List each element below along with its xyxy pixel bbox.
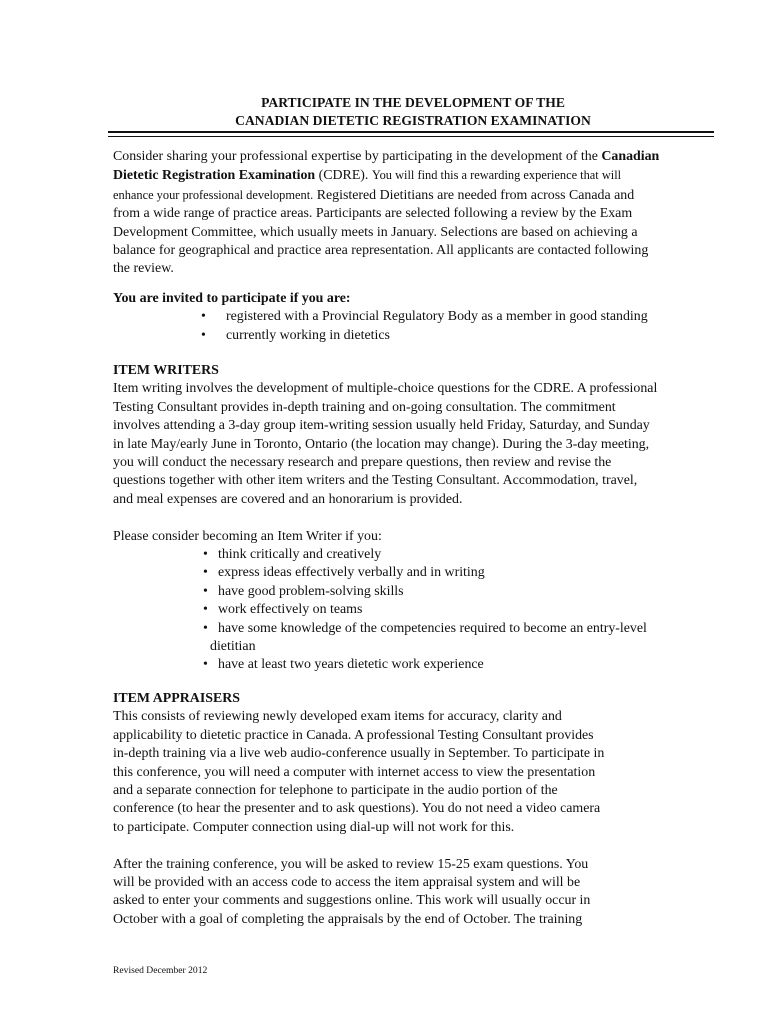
item-writers-bullet [113,656,713,674]
bullet-text: registered with a Provincial Regulatory Body as a member in good standing [226,309,648,325]
bullet-icon: • [201,309,206,325]
intro-bold: Dietetic Registration Examination [113,168,316,184]
item-appraisers-line: conference (to hear the presenter and to ask questions). You do not need a video camera [113,801,601,817]
intro-line: balance for geographical and practice area representation. All applicants are contacted following [113,243,649,259]
bullet-icon: • [201,327,206,343]
intro-text: Consider sharing your professional expertise by participating in the development of the [113,149,602,164]
title-rule-thin [108,136,714,137]
item-appraisers-section [113,690,713,929]
bullet-text: currently working in dietetics [226,327,390,343]
bullet-text: have good problem-solving skills [218,583,404,599]
intro-bold: Canadian [601,149,660,164]
item-appraisers-line: This consists of reviewing newly developed exam items for accuracy, clarity and [113,709,562,725]
item-writers-line: questions together with other item writers and the Testing Consultant. Accommodation, travel, [113,473,638,489]
page-title [113,94,713,130]
bullet-icon: • [203,602,208,618]
item-appraisers-after-line: asked to enter your comments and suggestions online. This work will usually occur in [113,893,591,909]
item-writers-line: you will conduct the necessary research and prepare questions, then review and revise the [113,455,612,471]
title-line-2: CANADIAN DIETETIC REGISTRATION EXAMINATION [235,113,591,128]
bullet-continuation: dietitian [210,639,256,655]
intro-text: Registered Dietitians are needed from across Canada and [313,187,635,203]
bullet-text: have some knowledge of the competencies required to become an entry-level [218,620,647,636]
item-writers-bullet [113,620,713,638]
intro-text: (CDRE). [315,168,372,184]
intro-small-text: You will find this a rewarding experience that will [371,168,622,183]
bullet-icon: • [203,583,208,599]
bullet-text: think critically and creatively [218,547,382,563]
bullet-icon: • [203,547,208,563]
item-writers-bullet [113,564,713,582]
item-appraisers-after-line: October with a goal of completing the appraisals by the end of October. The training [113,911,583,927]
item-appraisers-line: to participate. Computer connection using dial-up will not work for this. [113,819,515,835]
item-writers-section [113,362,713,675]
item-appraisers-after-line: After the training conference, you will be asked to review 15-25 exam questions. You [113,856,589,872]
item-writers-heading: ITEM WRITERS [113,363,219,378]
item-writers-bullet [113,601,713,619]
bullet-icon: • [203,657,208,673]
intro-small-text: enhance your professional development. [113,187,314,202]
intro-paragraph [113,148,713,279]
bullet-text: work effectively on teams [218,602,363,618]
item-writers-line: Testing Consultant provides in-depth training and on-going consultation. The commitment [113,399,616,415]
item-writers-line: and meal expenses are covered and an honorarium is provided. [113,491,463,507]
item-writers-bullet [113,546,713,564]
title-rule-thick [108,131,714,133]
item-appraisers-after-line: will be provided with an access code to access the item appraisal system and will be [113,875,581,891]
intro-line: the review. [113,261,174,277]
footer-revised: Revised December 2012 [113,965,208,976]
invited-bullet [113,327,713,345]
invited-heading: You are invited to participate if you are: [113,291,351,306]
item-writers-line: involves attending a 3-day group item-writing session usually held Friday, Saturday, and Sunday [113,418,650,434]
item-writers-bullet [113,583,713,601]
bullet-icon: • [203,565,208,581]
bullet-text: have at least two years dietetic work experience [218,657,484,673]
intro-line: from a wide range of practice areas. Participants are selected following a review by the Exam [113,206,633,222]
item-appraisers-line: this conference, you will need a computer with internet access to view the presentation [113,764,596,780]
item-writers-line: in late May/early June in Toronto, Ontario (the location may change). During the 3-day meeting, [113,436,650,452]
item-appraisers-heading: ITEM APPRAISERS [113,691,240,706]
title-line-1: PARTICIPATE IN THE DEVELOPMENT OF THE [261,95,565,110]
item-appraisers-line: in-depth training via a live web audio-conference usually in September. To participate in [113,746,605,762]
item-appraisers-line: applicability to dietetic practice in Canada. A professional Testing Consultant provides [113,727,594,743]
item-writers-line: Item writing involves the development of multiple-choice questions for the CDRE. A professional [113,381,658,397]
bullet-icon: • [203,620,208,636]
item-appraisers-line: and a separate connection for telephone to participate in the audio portion of the [113,783,558,799]
bullet-text: express ideas effectively verbally and in writing [218,565,485,581]
intro-line: Development Committee, which usually meets in January. Selections are based on achieving a [113,224,638,240]
item-writers-consider: Please consider becoming an Item Writer if you: [113,528,382,544]
invited-section [113,290,713,345]
invited-bullet [113,308,713,326]
